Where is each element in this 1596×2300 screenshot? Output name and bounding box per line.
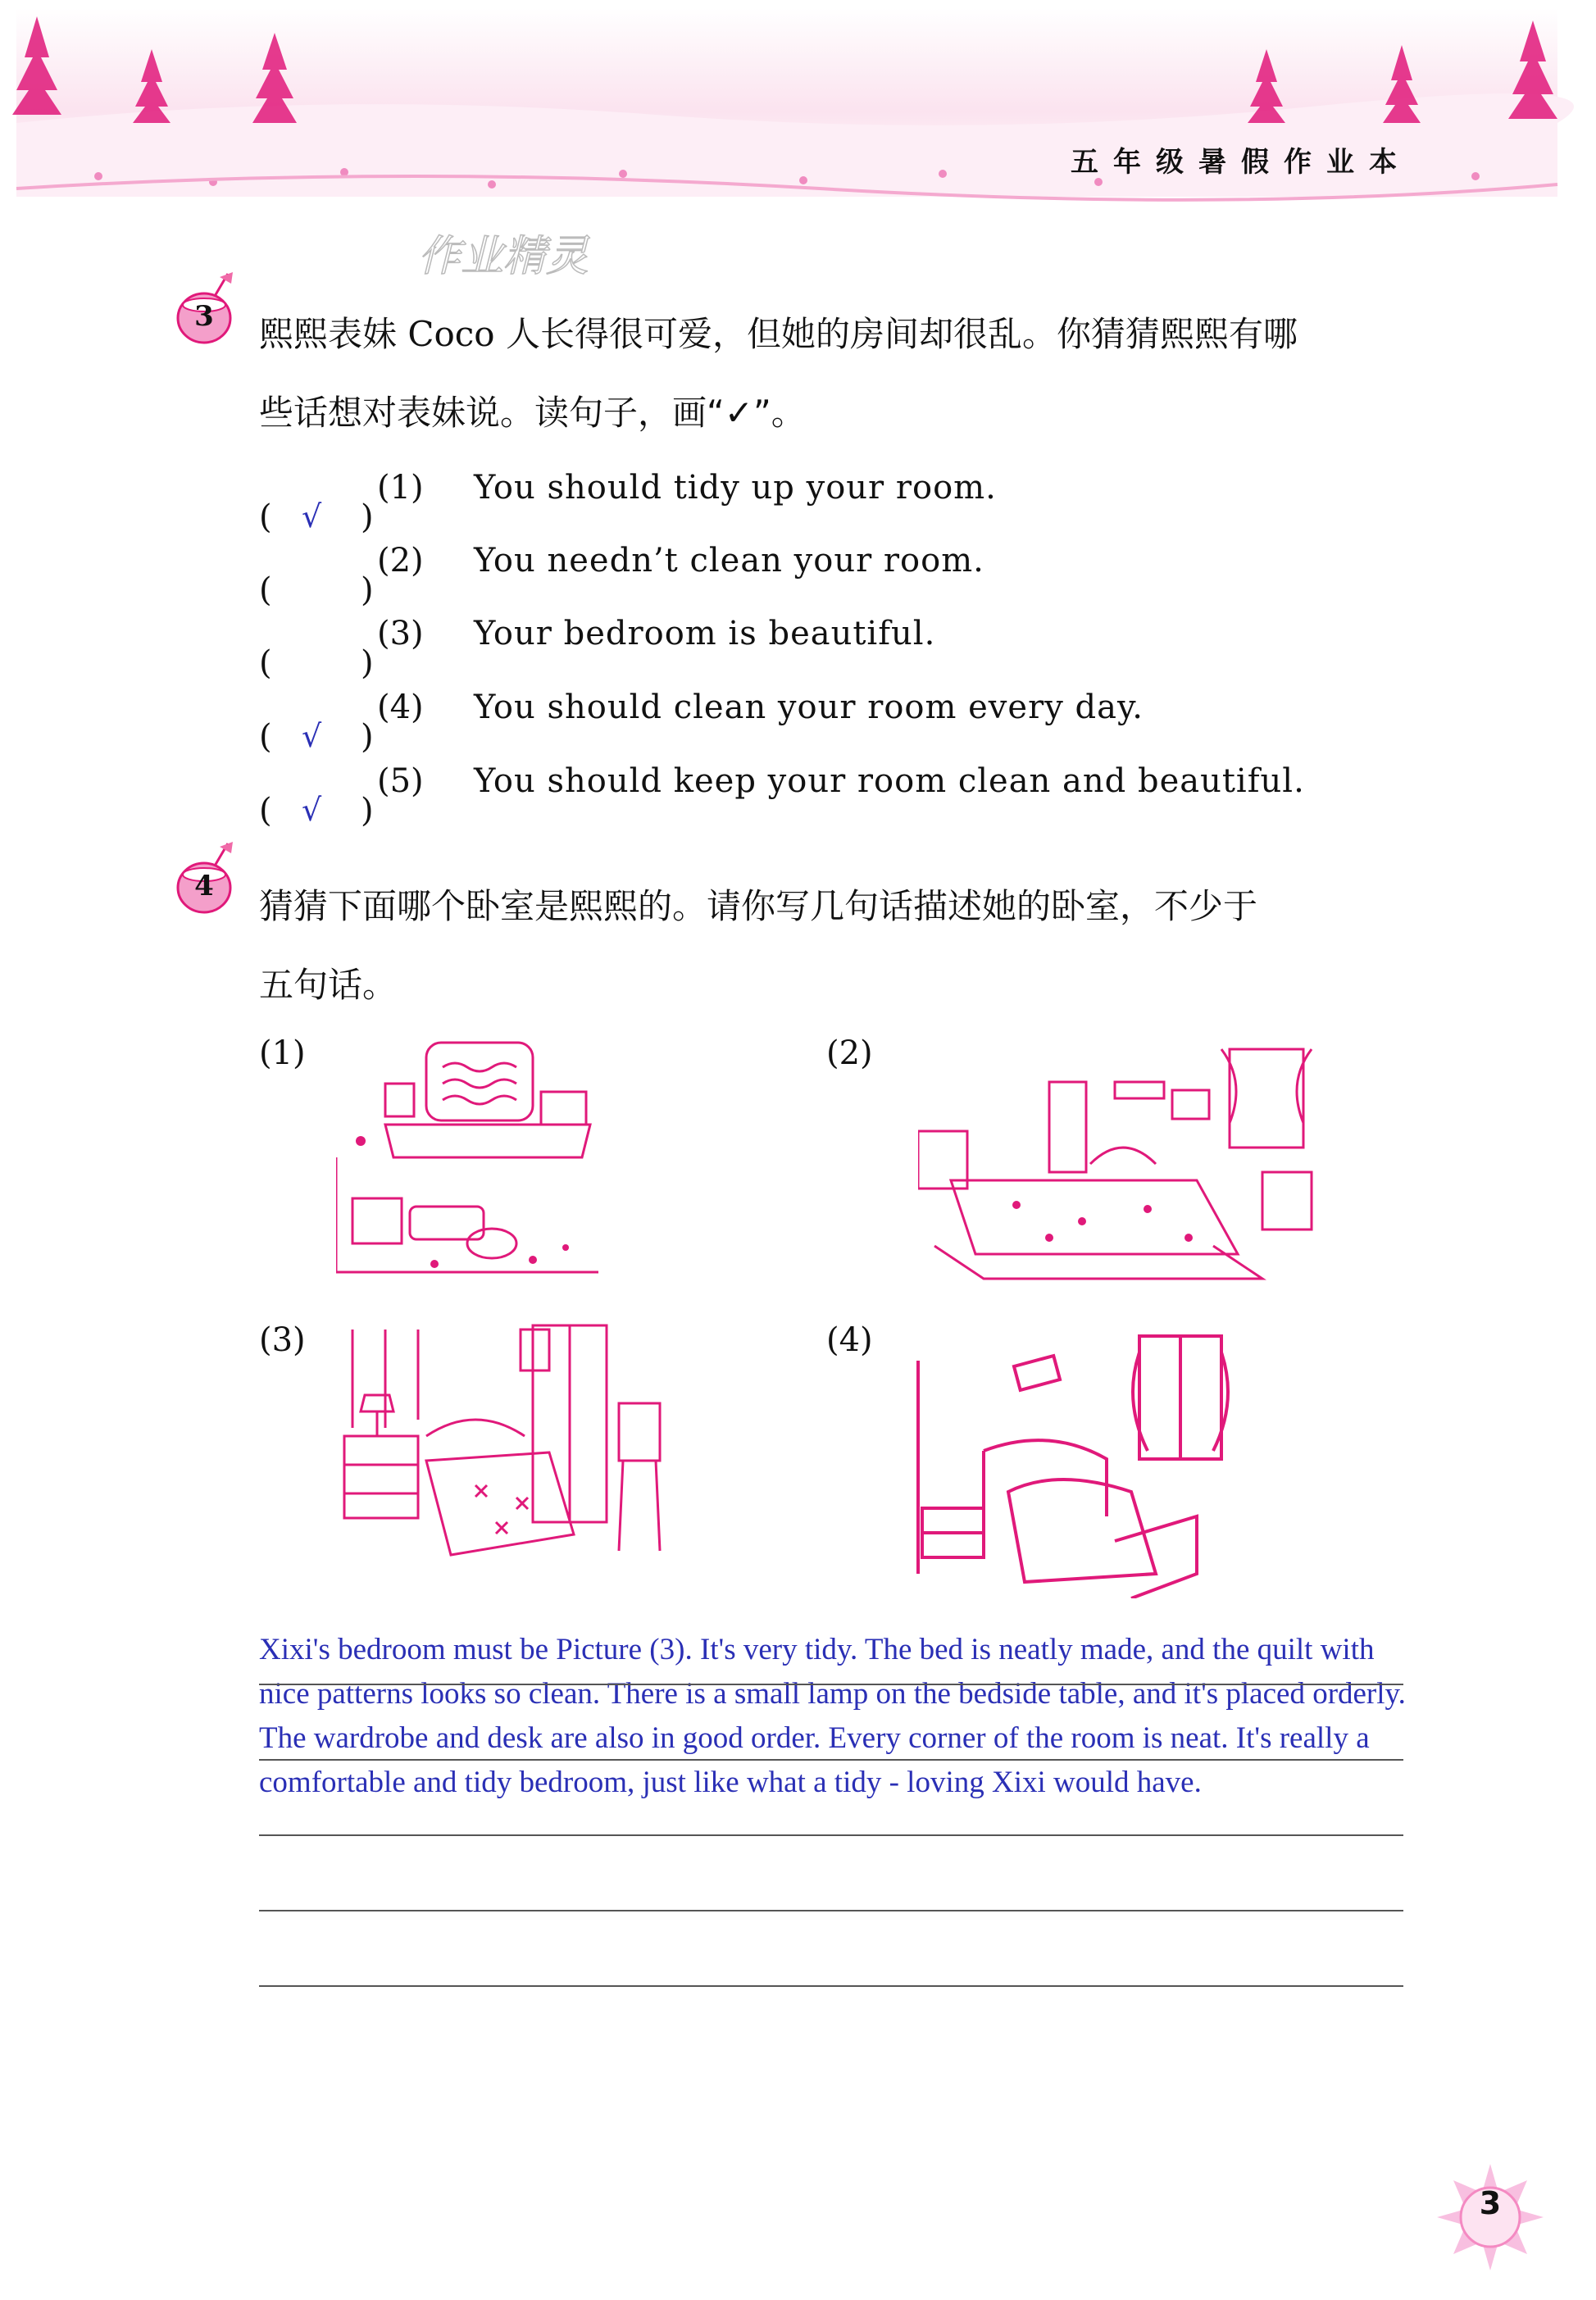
option-row: ( √ ) (1) You should tidy up your room. [259, 469, 997, 536]
bedroom-with-window-illustration [918, 1041, 1328, 1287]
check-mark[interactable]: √ [302, 792, 322, 828]
check-mark[interactable]: √ [302, 498, 322, 534]
page-number: 3 [1479, 2185, 1502, 2221]
question-3-line-1: 熙熙表妹 Coco 人长得很可爱，但她的房间却很乱。你猜猜熙熙有哪 [259, 314, 1298, 354]
question-3-number: 3 [194, 300, 214, 333]
picture-2-label: (2) [826, 1034, 873, 1072]
writing-line [259, 1759, 1403, 1761]
simple-bedroom-illustration [910, 1328, 1238, 1598]
option-row: ( √ ) (5) You should keep your room clean and beautiful. [259, 762, 1305, 830]
tidy-bedroom-illustration [336, 1321, 689, 1567]
writing-line [259, 1684, 1403, 1685]
page-header [0, 0, 1596, 205]
option-row: ( √ ) (4) You should clean your room every day. [259, 689, 1144, 756]
writing-line [259, 1985, 1403, 1987]
writing-line [259, 1834, 1403, 1836]
question-4-line-2: 五句话。 [259, 965, 398, 1005]
question-3-prompt [259, 295, 1407, 452]
check-mark[interactable]: √ [302, 718, 322, 754]
header-title: 五年级暑假作业本 [1071, 146, 1412, 179]
question-3-badge [174, 270, 234, 344]
option-row: ( ) (2) You needn’t clean your room. [259, 542, 984, 609]
picture-4-label: (4) [826, 1321, 873, 1359]
picture-1-label: (1) [259, 1034, 306, 1072]
picture-3-label: (3) [259, 1321, 306, 1359]
question-4-prompt [259, 867, 1407, 1025]
option-row: ( ) (3) Your bedroom is beautiful. [259, 615, 936, 682]
written-answer[interactable]: Xixi's bedroom must be Picture (3). It's very tidy. The bed is neatly made, and the quilt with nice patterns looks so clean. There is a small lamp on the bedside table, and it's placed orderly. The wardrobe and desk are also in good order. Every corner of the room is neat. It's really a comfortable and tidy bedroom, just like what a tidy - loving Xixi would have. [259, 1633, 1406, 1799]
question-4-badge [174, 840, 234, 914]
question-3-line-2: 些话想对表妹说。读句子，画“✓”。 [259, 393, 806, 433]
messy-bedroom-illustration [336, 1034, 598, 1280]
question-4-number: 4 [194, 870, 214, 902]
watermark: 作业精灵 [418, 232, 589, 281]
writing-line [259, 1910, 1403, 1911]
question-4-line-1: 猜猜下面哪个卧室是熙熙的。请你写几句话描述她的卧室，不少于 [259, 886, 1258, 926]
